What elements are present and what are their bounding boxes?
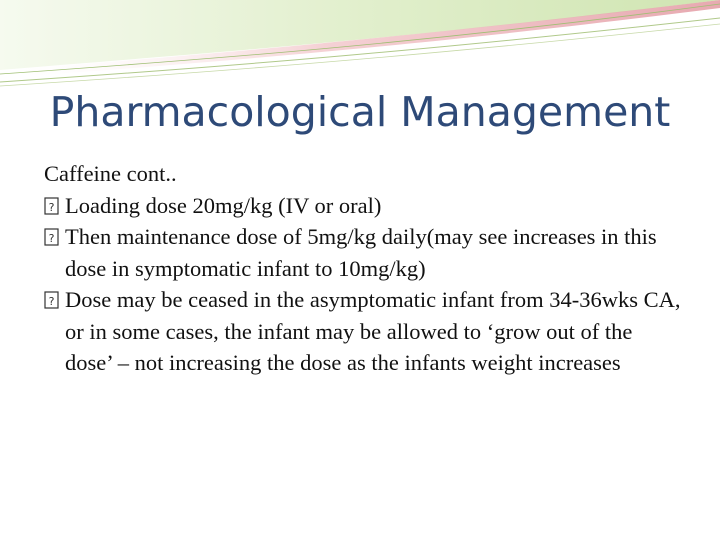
- svg-text:?: ?: [48, 200, 55, 214]
- bullet-marker-icon: [44, 228, 60, 246]
- subheading: Caffeine cont..: [44, 161, 177, 186]
- svg-text:?: ?: [48, 295, 55, 308]
- svg-text:?: ?: [48, 232, 55, 245]
- bullet-text: Then maintenance dose of 5mg/kg daily(may see increases in this dose in symptomatic infant to 10mg/kg): [65, 224, 657, 281]
- bullet-marker-icon: [44, 291, 60, 309]
- bullet-item: [44, 221, 684, 284]
- bullet-marker-icon: [44, 197, 60, 215]
- bullet-item: [44, 284, 684, 379]
- bullet-text: Loading dose 20mg/kg (IV or oral): [65, 192, 382, 218]
- slide-title: Pharmacological Management: [49, 88, 671, 136]
- bullet-item: [44, 190, 684, 222]
- bullet-text: Dose may be ceased in the asymptomatic infant from 34-36wks CA, or in some cases, the infant may be allowed to ‘grow out of the dose’ – not increasing the dose as the infants weight increases: [65, 287, 681, 375]
- slide-body: [44, 158, 684, 379]
